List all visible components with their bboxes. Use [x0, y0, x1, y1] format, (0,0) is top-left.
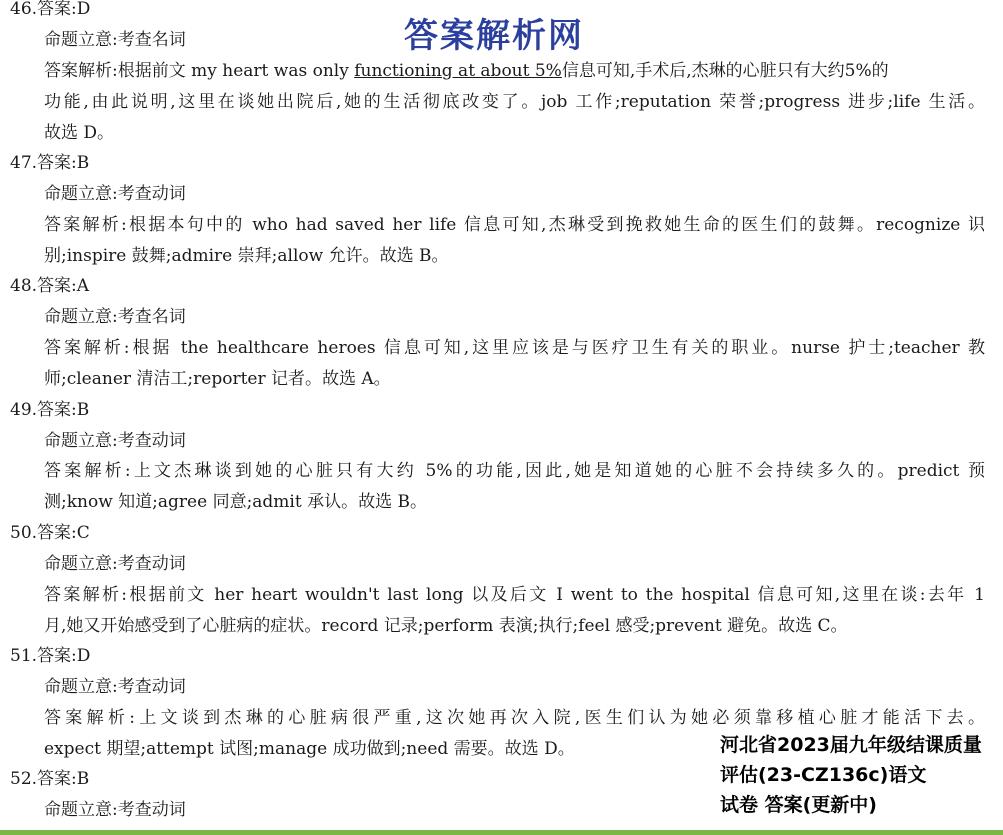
q46-analysis-line3: 故选 D。 [44, 123, 115, 143]
q46-analysis-underlined: functioning at about 5% [354, 61, 562, 81]
q51-analysis-line1: 答案解析:上文谈到杰琳的心脏病很严重,这次她再次入院,医生们认为她必须靠移植心脏才能活下去。 [44, 708, 985, 728]
q46-answer: 46.答案:D [10, 0, 91, 19]
footer-bar [0, 830, 1003, 835]
q50-answer: 50.答案:C [10, 523, 90, 543]
q49-answer: 49.答案:B [10, 400, 90, 420]
stamp-line3: 试卷 答案(更新中) [720, 794, 877, 816]
q47-answer: 47.答案:B [10, 153, 90, 173]
q51-intent: 命题立意:考查动词 [44, 677, 186, 697]
q46-analysis-post: 信息可知,手术后,杰琳的心脏只有大约5%的 [561, 61, 889, 81]
q47-analysis-line1: 答案解析:根据本句中的 who had saved her life 信息可知,杰琳受到挽救她生命的医生们的鼓舞。recognize 识 [44, 215, 985, 235]
q49-analysis-line1: 答案解析:上文杰琳谈到她的心脏只有大约 5%的功能,因此,她是知道她的心脏不会持续多久的。predict 预 [44, 461, 985, 481]
q48-answer: 48.答案:A [10, 276, 90, 296]
title-stamp [720, 730, 1003, 820]
q52-intent: 命题立意:考查动词 [44, 800, 186, 820]
q46-analysis-line1 [44, 60, 889, 82]
q50-analysis-line1: 答案解析:根据前文 her heart wouldn't last long 以及后文 I went to the hospital 信息可知,这里在谈:去年 1 [44, 585, 985, 605]
q51-answer: 51.答案:D [10, 646, 91, 666]
q52-answer: 52.答案:B [10, 769, 90, 789]
q48-intent: 命题立意:考查名词 [44, 307, 186, 327]
q47-intent: 命题立意:考查动词 [44, 184, 186, 204]
q48-analysis-line2: 师;cleaner 清洁工;reporter 记者。故选 A。 [44, 369, 391, 389]
q46-intent: 命题立意:考查名词 [44, 30, 186, 50]
stamp-line2: 评估(23-CZ136c)语文 [720, 764, 927, 786]
q50-intent: 命题立意:考查动词 [44, 554, 186, 574]
q49-analysis-line2: 测;know 知道;agree 同意;admit 承认。故选 B。 [44, 492, 427, 512]
watermark: 答案解析网 [404, 16, 584, 56]
q50-analysis-line2: 月,她又开始感受到了心脏病的症状。record 记录;perform 表演;执行;feel 感受;prevent 避免。故选 C。 [44, 616, 848, 636]
q49-intent: 命题立意:考查动词 [44, 431, 186, 451]
q46-analysis-pre: 答案解析:根据前文 my heart was only [44, 61, 355, 81]
q46-analysis-line2: 功能,由此说明,这里在谈她出院后,她的生活彻底改变了。job 工作;reputation 荣誉;progress 进步;life 生活。 [44, 92, 985, 112]
q47-analysis-line2: 别;inspire 鼓舞;admire 崇拜;allow 允许。故选 B。 [44, 246, 449, 266]
q48-analysis-line1: 答案解析:根据 the healthcare heroes 信息可知,这里应该是与医疗卫生有关的职业。nurse 护士;teacher 教 [44, 338, 985, 358]
q51-analysis-line2: expect 期望;attempt 试图;manage 成功做到;need 需要。故选 D。 [44, 739, 575, 759]
stamp-line1: 河北省2023届九年级结课质量 [720, 734, 982, 756]
